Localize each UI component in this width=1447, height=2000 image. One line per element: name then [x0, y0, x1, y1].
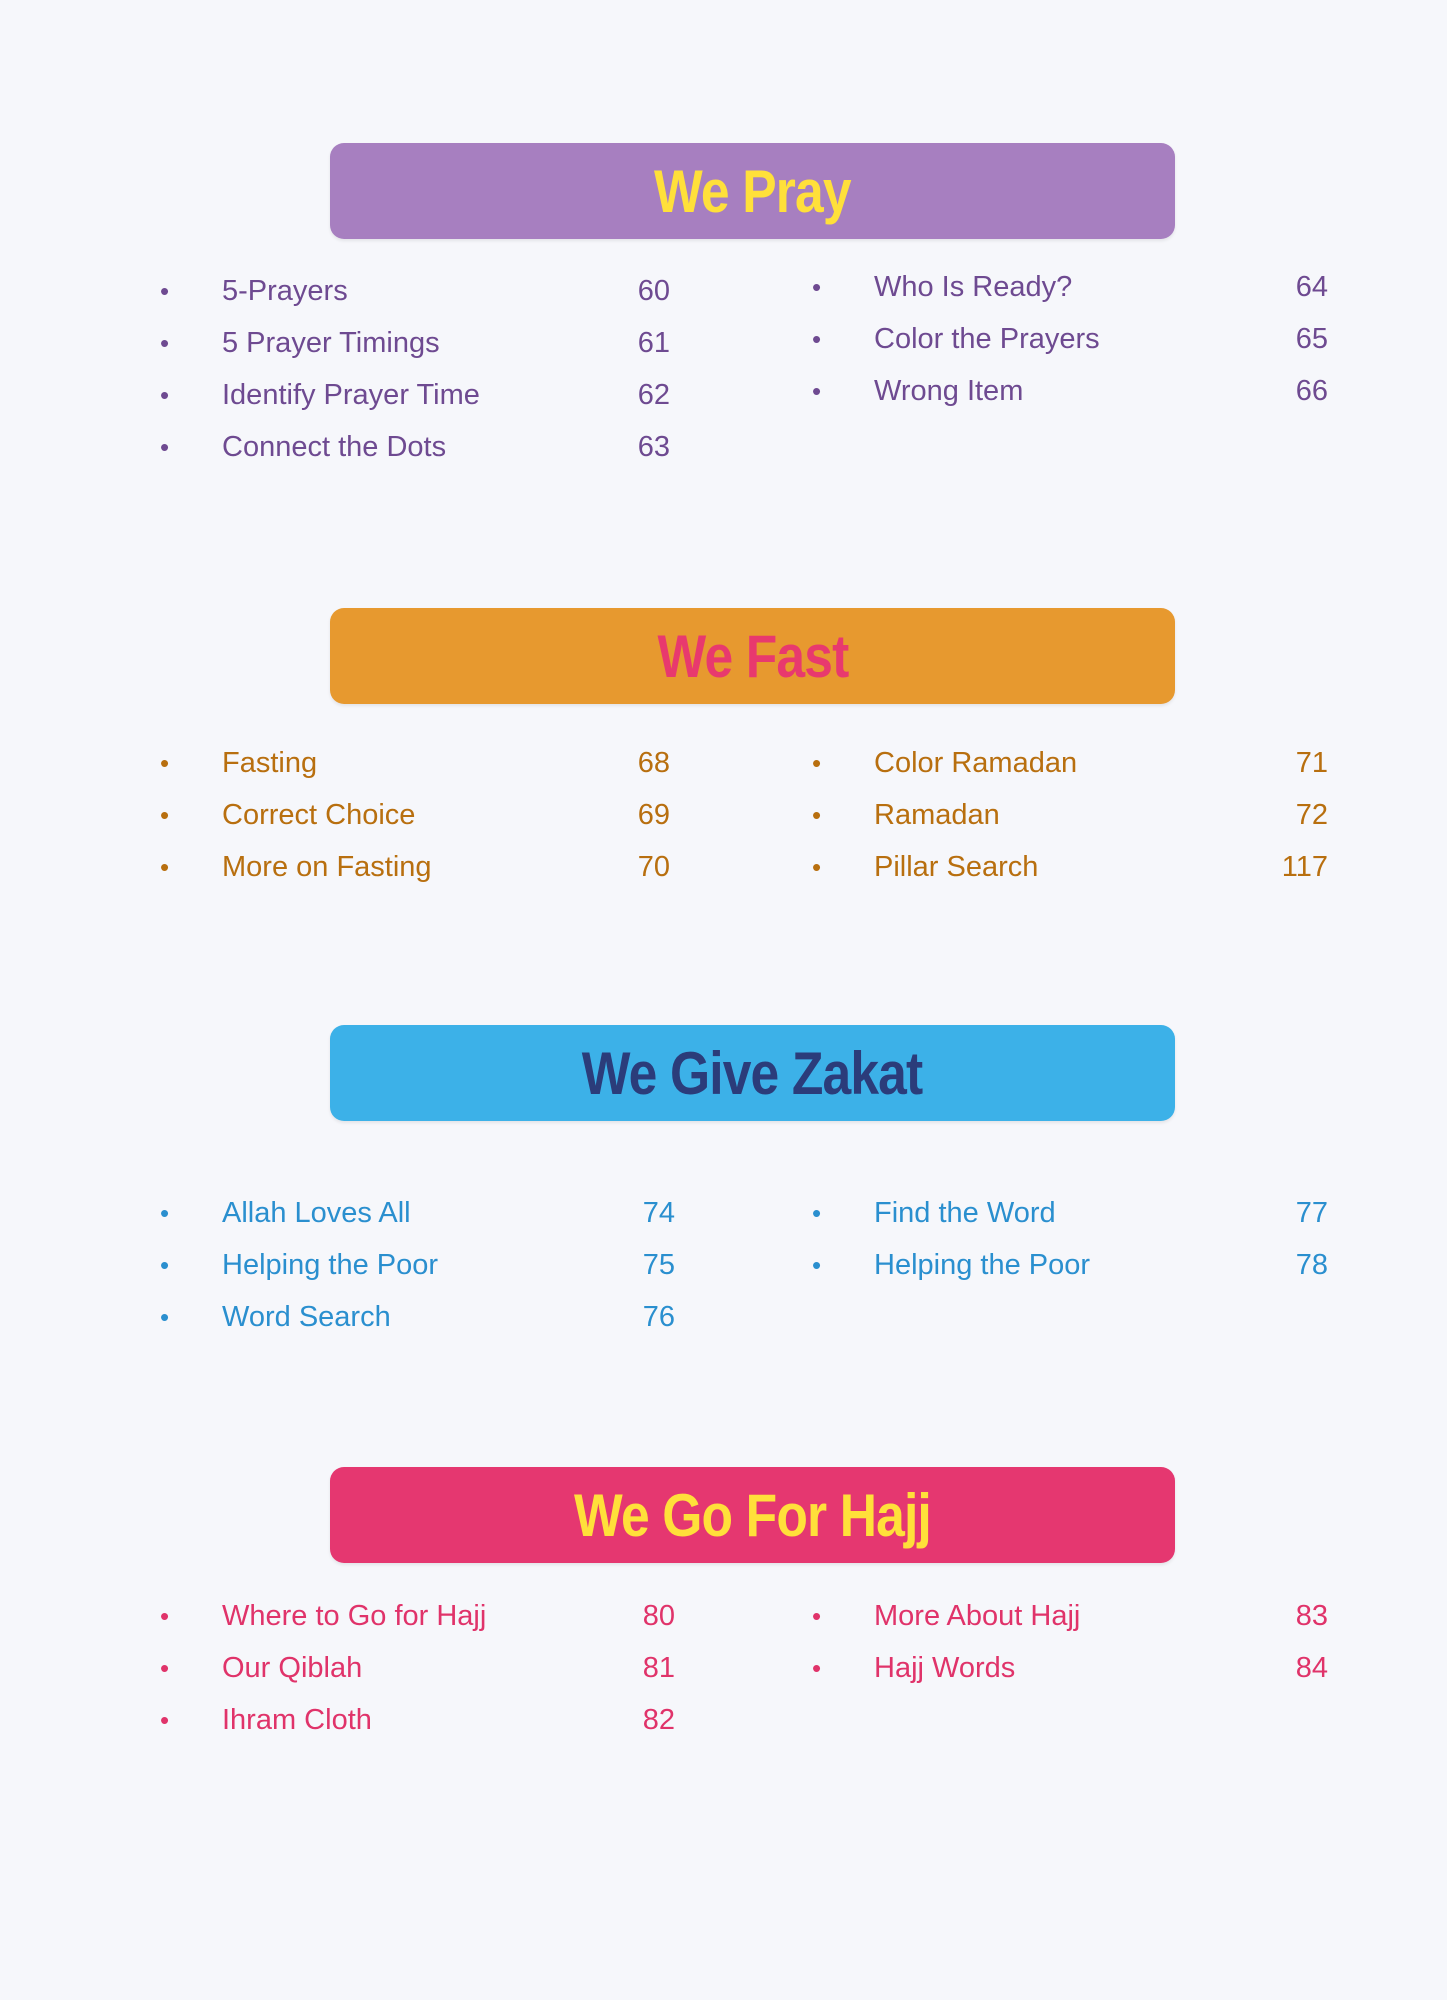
entry-label: Fasting: [222, 747, 318, 779]
toc-entry[interactable]: [160, 1187, 675, 1239]
entry-label: Hajj Words: [874, 1652, 1016, 1684]
section-title: We Pray: [654, 157, 851, 225]
bullet-icon: •: [812, 1601, 822, 1631]
entries-left-column: [160, 1590, 675, 1746]
entry-page-number: 84: [1295, 1652, 1328, 1684]
entry-page-number: 81: [642, 1652, 675, 1684]
entry-page-number: 62: [637, 379, 670, 411]
entry-label: More About Hajj: [874, 1600, 1081, 1632]
entries-left-column: [160, 1187, 675, 1343]
entry-label: Wrong Item: [874, 375, 1024, 407]
bullet-icon: •: [812, 1653, 822, 1683]
entries-right-column: [812, 1590, 1328, 1694]
bullet-icon: •: [160, 328, 170, 358]
bullet-icon: •: [812, 376, 822, 406]
entries-right-column: [812, 261, 1328, 417]
bullet-icon: •: [160, 800, 170, 830]
toc-entry[interactable]: [812, 737, 1328, 789]
section-title: We Give Zakat: [582, 1039, 923, 1107]
entry-label: 5 Prayer Timings: [222, 327, 440, 359]
entry-page-number: 78: [1295, 1249, 1328, 1281]
toc-entry[interactable]: [160, 369, 670, 421]
entry-page-number: 83: [1295, 1600, 1328, 1632]
entry-page-number: 72: [1295, 799, 1328, 831]
entry-label: Connect the Dots: [222, 431, 447, 463]
toc-entry[interactable]: [160, 421, 670, 473]
toc-entry[interactable]: [812, 1187, 1328, 1239]
toc-entry[interactable]: [160, 1694, 675, 1746]
entry-label: Helping the Poor: [874, 1249, 1091, 1281]
entry-page-number: 69: [637, 799, 670, 831]
toc-entry[interactable]: [812, 1239, 1328, 1291]
bullet-icon: •: [160, 276, 170, 306]
bullet-icon: •: [160, 432, 170, 462]
section-banner-we-go-for-hajj: [330, 1467, 1175, 1563]
toc-entry[interactable]: [160, 1291, 675, 1343]
entry-label: Color the Prayers: [874, 323, 1100, 355]
entry-page-number: 63: [637, 431, 670, 463]
bullet-icon: •: [160, 852, 170, 882]
entry-page-number: 66: [1295, 375, 1328, 407]
toc-entry[interactable]: [812, 365, 1328, 417]
toc-entry[interactable]: [812, 789, 1328, 841]
entry-label: Helping the Poor: [222, 1249, 439, 1281]
entry-page-number: 70: [637, 851, 670, 883]
entry-label: More on Fasting: [222, 851, 432, 883]
entries-right-column: [812, 737, 1328, 893]
bullet-icon: •: [160, 1250, 170, 1280]
bullet-icon: •: [812, 324, 822, 354]
entry-page-number: 77: [1295, 1197, 1328, 1229]
bullet-icon: •: [812, 272, 822, 302]
bullet-icon: •: [160, 1705, 170, 1735]
bullet-icon: •: [160, 748, 170, 778]
entry-page-number: 76: [642, 1301, 675, 1333]
entry-label: Our Qiblah: [222, 1652, 363, 1684]
toc-entry[interactable]: [812, 1590, 1328, 1642]
entry-page-number: 117: [1281, 851, 1328, 883]
entry-label: Pillar Search: [874, 851, 1039, 883]
entry-page-number: 65: [1295, 323, 1328, 355]
toc-entry[interactable]: [160, 789, 670, 841]
entries-right-column: [812, 1187, 1328, 1291]
section-banner-we-fast: [330, 608, 1175, 704]
bullet-icon: •: [160, 1198, 170, 1228]
entry-page-number: 60: [637, 275, 670, 307]
toc-entry[interactable]: [160, 1642, 675, 1694]
entry-page-number: 75: [642, 1249, 675, 1281]
entries-left-column: [160, 265, 670, 473]
section-banner-we-pray: [330, 143, 1175, 239]
entry-label: Ihram Cloth: [222, 1704, 372, 1736]
toc-entry[interactable]: [812, 313, 1328, 365]
entry-label: 5-Prayers: [222, 275, 348, 307]
toc-entry[interactable]: [812, 261, 1328, 313]
entry-page-number: 71: [1295, 747, 1328, 779]
entry-page-number: 64: [1295, 271, 1328, 303]
toc-entry[interactable]: [160, 317, 670, 369]
bullet-icon: •: [812, 800, 822, 830]
bullet-icon: •: [812, 1198, 822, 1228]
toc-entry[interactable]: [160, 841, 670, 893]
entry-label: Ramadan: [874, 799, 1000, 831]
toc-entry[interactable]: [160, 1239, 675, 1291]
bullet-icon: •: [160, 380, 170, 410]
toc-entry[interactable]: [812, 841, 1328, 893]
entry-label: Color Ramadan: [874, 747, 1078, 779]
bullet-icon: •: [812, 1250, 822, 1280]
toc-entry[interactable]: [160, 1590, 675, 1642]
entry-page-number: 82: [642, 1704, 675, 1736]
entry-label: Correct Choice: [222, 799, 416, 831]
entry-label: Who Is Ready?: [874, 271, 1073, 303]
bullet-icon: •: [160, 1302, 170, 1332]
bullet-icon: •: [812, 748, 822, 778]
entry-page-number: 61: [637, 327, 670, 359]
entry-label: Find the Word: [874, 1197, 1056, 1229]
section-title: We Go For Hajj: [574, 1481, 931, 1549]
bullet-icon: •: [160, 1601, 170, 1631]
section-banner-we-give-zakat: [330, 1025, 1175, 1121]
bullet-icon: •: [160, 1653, 170, 1683]
entry-label: Where to Go for Hajj: [222, 1600, 487, 1632]
toc-entry[interactable]: [160, 737, 670, 789]
entry-page-number: 74: [642, 1197, 675, 1229]
toc-entry[interactable]: [160, 265, 670, 317]
entry-label: Word Search: [222, 1301, 391, 1333]
entry-label: Allah Loves All: [222, 1197, 411, 1229]
section-title: We Fast: [657, 622, 848, 690]
entry-label: Identify Prayer Time: [222, 379, 480, 411]
entry-page-number: 80: [642, 1600, 675, 1632]
entries-left-column: [160, 737, 670, 893]
toc-entry[interactable]: [812, 1642, 1328, 1694]
bullet-icon: •: [812, 852, 822, 882]
entry-page-number: 68: [637, 747, 670, 779]
